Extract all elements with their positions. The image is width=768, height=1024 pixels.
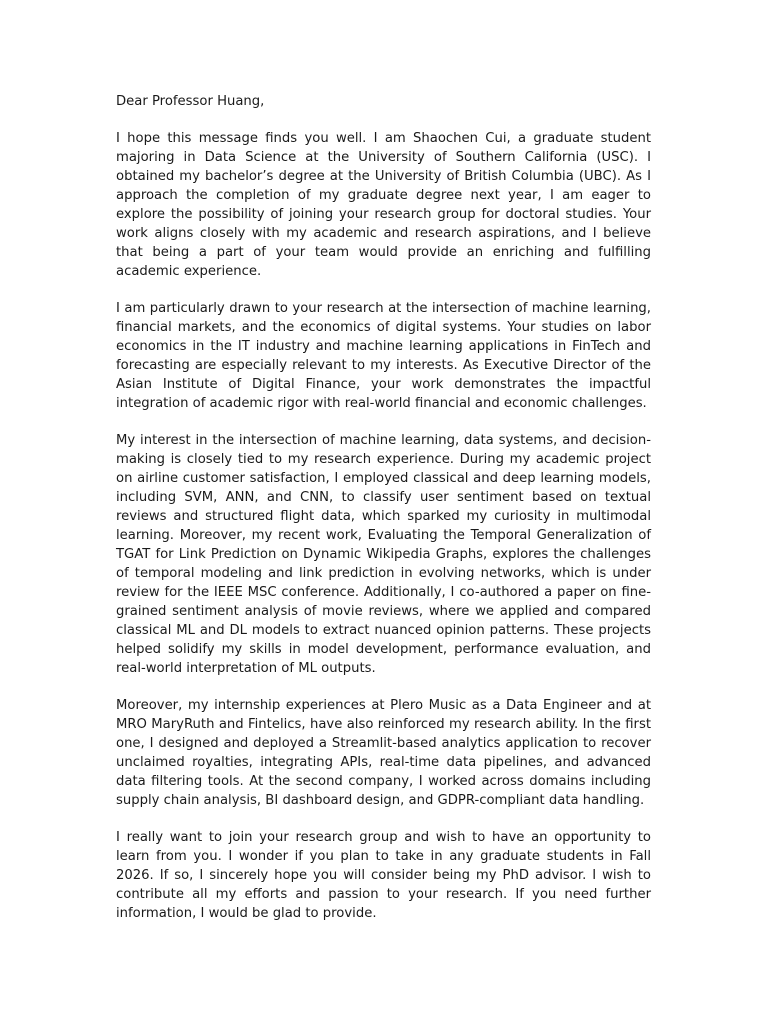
paragraph-research-interest: I am particularly drawn to your research at the intersection of machine learning, financial markets, and the economics of digital systems. Your studies on labor economics in the IT industry and machine learning applications in FinTech and forecasting are especially relevant to my interests. As Executive Director of the Asian Institute of Digital Finance, your work demonstrates the impactful integration of academic rigor with real-world financial and economic challenges.: [116, 301, 651, 411]
paragraph-internship-experience: Moreover, my internship experiences at Plero Music as a Data Engineer and at MRO MaryRuth and Fintelics, have also reinforced my research ability. In the first one, I designed and deployed a Streamlit-based analytics application to recover unclaimed royalties, integrating APIs, real-time data pipelines, and advanced data filtering tools. At the second company, I worked across domains including supply chain analysis, BI dashboard design, and GDPR-compliant data handling.: [116, 698, 651, 808]
paragraph-introduction: I hope this message finds you well. I am Shaochen Cui, a graduate student majoring in Data Science at the University of Southern California (USC). I obtained my bachelor’s degree at the University of British Columbia (UBC). As I approach the completion of my graduate degree next year, I am eager to explore the possibility of joining your research group for doctoral studies. Your work aligns closely with my academic and research aspirations, and I believe that being a part of your team would provide an enriching and fulfilling academic experience.: [116, 131, 651, 279]
salutation: Dear Professor Huang,: [116, 94, 265, 109]
paragraph-closing-request: I really want to join your research group and wish to have an opportunity to learn from you. I wonder if you plan to take in any graduate students in Fall 2026. If so, I sincerely hope you will consider being my PhD advisor. I wish to contribute all my efforts and passion to your research. If you need further information, I would be glad to provide.: [116, 830, 651, 921]
letter-page: [116, 92, 651, 941]
paragraph-research-experience: My interest in the intersection of machine learning, data systems, and decision-making is closely tied to my research experience. During my academic project on airline customer satisfaction, I employed classical and deep learning models, including SVM, ANN, and CNN, to classify user sentiment based on textual reviews and structured flight data, which sparked my curiosity in multimodal learning. Moreover, my recent work, Evaluating the Temporal Generalization of TGAT for Link Prediction on Dynamic Wikipedia Graphs, explores the challenges of temporal modeling and link prediction in evolving networks, which is under review for the IEEE MSC conference. Additionally, I co-authored a paper on fine-grained sentiment analysis of movie reviews, where we applied and compared classical ML and DL models to extract nuanced opinion patterns. These projects helped solidify my skills in model development, performance evaluation, and real-world interpretation of ML outputs.: [116, 433, 651, 676]
